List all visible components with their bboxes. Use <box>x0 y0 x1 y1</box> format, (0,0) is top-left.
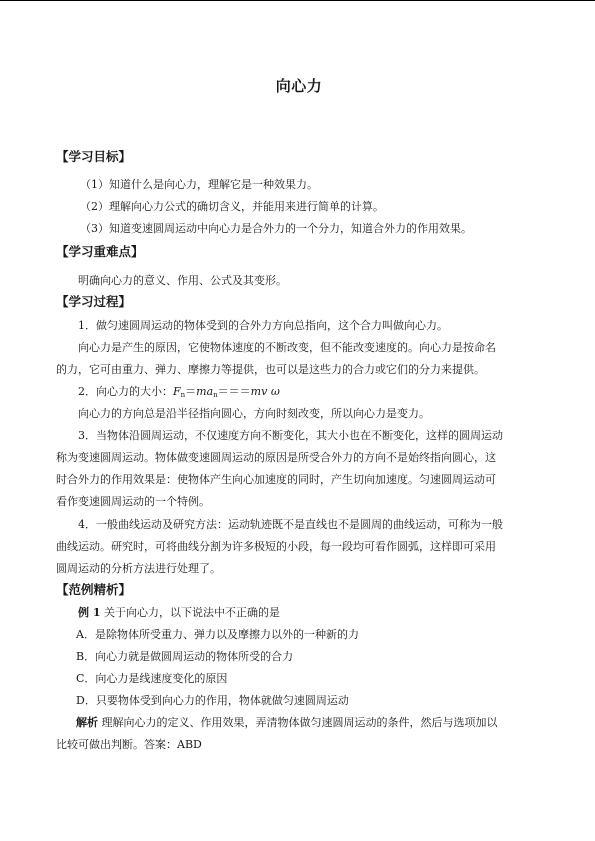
top-rule <box>0 0 595 1</box>
page-title: 向心力 <box>275 77 323 95</box>
formula-sub-n2: n <box>213 391 218 399</box>
formula-equals-chain: ＝＝＝ <box>217 385 251 398</box>
process-paragraph-6-line-1: 4．一般曲线运动及研究方法：运动轨迹既不是直线也不是圆周的曲线运动，可称为一般 <box>78 518 503 531</box>
objective-item-1: （1）知道什么是向心力，理解它是一种效果力。 <box>80 178 318 191</box>
option-a: A．是除物体所受重力、弹力以及摩擦力以外的一种新的力 <box>76 628 359 641</box>
process-paragraph-5-line-2: 称为变速圆周运动。物体做变速圆周运动的原因是所受合外力的方向不是始终指向圆心，这 <box>56 451 496 464</box>
process-paragraph-6-line-3: 圆周运动的分析方法进行处理了。 <box>56 562 221 575</box>
option-c: C．向心力是线速度变化的原因 <box>76 672 228 685</box>
process-paragraph-1: 1．做匀速圆周运动的物体受到的合外力方向总指向，这个合力叫做向心力。 <box>78 319 448 332</box>
process-heading: 【学习过程】 <box>56 294 132 309</box>
process-paragraph-6-line-2: 曲线运动。研究时，可将曲线分割为许多极短的小段，每一段均可看作圆弧，这样即可采用 <box>56 540 496 553</box>
formula-ma: ma <box>196 385 214 398</box>
process-paragraph-5-line-3: 时合外力的作用效果是：使物体产生向心加速度的同时，产生切向加速度。匀速圆周运动可 <box>56 473 496 486</box>
analysis-text: 理解向心力的定义、作用效果，弄清物体做匀速圆周运动的条件，然后与选项加以 <box>98 716 498 729</box>
formula-mv-omega: mv ω <box>250 385 280 398</box>
formula-f: F <box>173 385 181 398</box>
key-points-heading: 【学习重难点】 <box>56 244 144 259</box>
formula-equals: ＝ <box>185 385 197 398</box>
formula-sub-n: n <box>180 391 186 399</box>
examples-heading: 【范例精析】 <box>56 582 132 597</box>
process-paragraph-4: 向心力的方向总是沿半径指向圆心，方向时刻改变，所以向心力是变力。 <box>78 407 430 420</box>
process-paragraph-5-line-1: 3．当物体沿圆周运动，不仅速度方向不断变化，其大小也在不断变化，这样的圆周运动 <box>78 429 503 442</box>
objective-item-2: （2）理解向心力公式的确切含义，并能用来进行简单的计算。 <box>80 200 384 213</box>
example-1-question <box>78 606 280 620</box>
centripetal-force-formula <box>78 385 280 402</box>
analysis-line-2: 比较可做出判断。答案：ABD <box>56 738 202 751</box>
key-points-text: 明确向心力的意义、作用、公式及其变形。 <box>78 274 287 287</box>
example-label: 例 1 <box>78 606 101 619</box>
analysis-label: 解析 <box>76 716 98 729</box>
objectives-heading: 【学习目标】 <box>56 149 132 164</box>
process-paragraph-5-line-4: 看作变速圆周运动的一个特例。 <box>56 495 210 508</box>
process-paragraph-2-line-2: 的力，它可由重力、弹力、摩擦力等提供，也可以是这些力的合力或它们的分力来提供。 <box>56 363 485 376</box>
process-paragraph-2-line-1: 向心力是产生的原因，它使物体速度的不断改变，但不能改变速度的。向心力是按命名 <box>78 341 496 354</box>
option-b: B．向心力就是做圆周运动的物体所受的合力 <box>76 650 294 663</box>
option-d: D．只要物体受到向心力的作用，物体就做匀速圆周运动 <box>76 694 349 707</box>
formula-prefix: 2．向心力的大小： <box>78 385 173 398</box>
objective-item-3: （3）知道变速圆周运动中向心力是合外力的一个分力，知道合外力的作用效果。 <box>80 222 472 235</box>
analysis-line-1 <box>76 716 498 730</box>
example-question-text: 关于向心力，以下说法中不正确的是 <box>100 606 280 619</box>
